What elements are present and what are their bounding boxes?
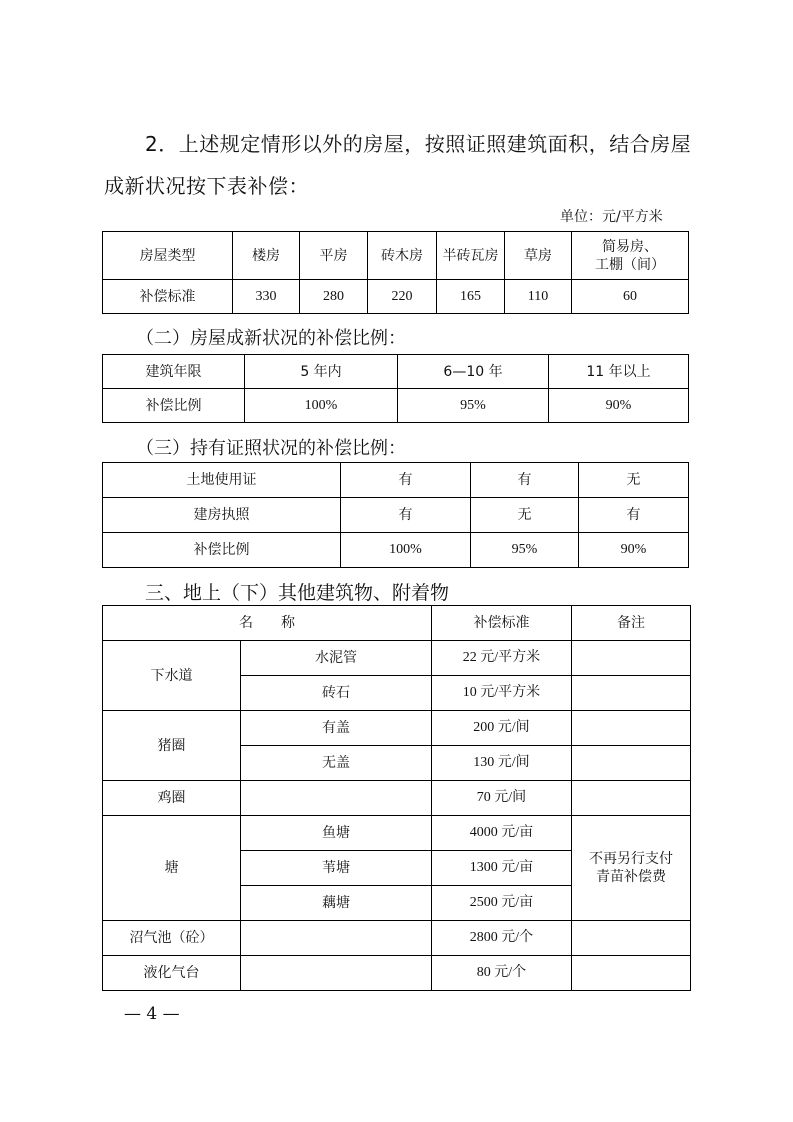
heading-3: 三、地上（下）其他建筑物、附着物 [145, 582, 450, 604]
cell: 95% [471, 533, 579, 568]
item-cement-pipe: 水泥管 [241, 641, 432, 676]
header-half-brick: 半砖瓦房 [437, 232, 505, 280]
item-lotus-pond: 藕塘 [241, 886, 432, 921]
label-land-certificate: 土地使用证 [103, 463, 341, 498]
ratio-within-5: 100% [245, 389, 398, 423]
item-empty [241, 781, 432, 816]
header-simple-house-line2: 工棚（间） [595, 256, 665, 273]
value-brick-wood: 220 [368, 280, 437, 314]
cell: 有 [341, 463, 471, 498]
label-ratio: 补偿比例 [103, 533, 341, 568]
header-standard: 补偿标准 [432, 606, 572, 641]
group-drain: 下水道 [103, 641, 241, 711]
paragraph-line-2: 成新状况按下表补偿： [104, 174, 309, 198]
attachments-table [102, 605, 691, 991]
remark-pond [572, 816, 691, 921]
remark-empty [572, 956, 691, 991]
remark-empty [572, 921, 691, 956]
ratio-6-10: 95% [398, 389, 549, 423]
group-pigpen: 猪圈 [103, 711, 241, 781]
header-within-5: 5 年内 [245, 355, 398, 389]
cell: 无 [579, 463, 689, 498]
standard-lotus-pond: 2500 元/亩 [432, 886, 572, 921]
unit-note: 单位：元/平方米 [560, 209, 663, 225]
standard-cement-pipe: 22 元/平方米 [432, 641, 572, 676]
header-thatch: 草房 [505, 232, 572, 280]
remark-empty [572, 781, 691, 816]
row-label: 补偿比例 [103, 389, 245, 423]
section-2-title: （二）房屋成新状况的补偿比例： [136, 328, 406, 349]
value-building: 330 [233, 280, 300, 314]
cell: 有 [579, 498, 689, 533]
header-simple-house [572, 232, 689, 280]
item-brick: 砖石 [241, 676, 432, 711]
header-house-type: 房屋类型 [103, 232, 233, 280]
page-number: — 4 — [124, 1004, 180, 1024]
standard-uncovered: 130 元/间 [432, 746, 572, 781]
cell: 有 [341, 498, 471, 533]
header-building: 楼房 [233, 232, 300, 280]
item-empty [241, 921, 432, 956]
remark-pond-line2: 青苗补偿费 [596, 869, 666, 885]
remark-pond-line1: 不再另行支付 [589, 851, 673, 867]
standard-reed-pond: 1300 元/亩 [432, 851, 572, 886]
remark-empty [572, 746, 691, 781]
section-3-title: （三）持有证照状况的补偿比例： [136, 438, 406, 459]
standard-lpg: 80 元/个 [432, 956, 572, 991]
item-reed-pond: 苇塘 [241, 851, 432, 886]
cell: 90% [579, 533, 689, 568]
group-lpg: 液化气台 [103, 956, 241, 991]
certificate-table [102, 462, 689, 568]
item-empty [241, 956, 432, 991]
remark-empty [572, 676, 691, 711]
value-bungalow: 280 [300, 280, 368, 314]
value-thatch: 110 [505, 280, 572, 314]
cell: 有 [471, 463, 579, 498]
header-name: 名 称 [103, 606, 432, 641]
standard-biogas: 2800 元/个 [432, 921, 572, 956]
header-bungalow: 平房 [300, 232, 368, 280]
header-simple-house-line1: 简易房、 [602, 238, 658, 255]
label-building-permit: 建房执照 [103, 498, 341, 533]
header-building-age: 建筑年限 [103, 355, 245, 389]
paragraph-line-1: 2．上述规定情形以外的房屋，按照证照建筑面积，结合房屋 [145, 132, 692, 156]
header-6-10: 6—10 年 [398, 355, 549, 389]
remark-empty [572, 711, 691, 746]
header-over-11: 11 年以上 [549, 355, 689, 389]
group-biogas: 沼气池（砼） [103, 921, 241, 956]
row-label: 补偿标准 [103, 280, 233, 314]
group-henhouse: 鸡圈 [103, 781, 241, 816]
standard-brick: 10 元/平方米 [432, 676, 572, 711]
value-half-brick: 165 [437, 280, 505, 314]
cell: 无 [471, 498, 579, 533]
standard-henhouse: 70 元/间 [432, 781, 572, 816]
header-brick-wood: 砖木房 [368, 232, 437, 280]
value-simple-house: 60 [572, 280, 689, 314]
item-fish-pond: 鱼塘 [241, 816, 432, 851]
group-pond: 塘 [103, 816, 241, 921]
ratio-over-11: 90% [549, 389, 689, 423]
house-type-table [102, 231, 689, 314]
remark-empty [572, 641, 691, 676]
header-remarks: 备注 [572, 606, 691, 641]
standard-fish-pond: 4000 元/亩 [432, 816, 572, 851]
building-age-table [102, 354, 689, 423]
item-covered: 有盖 [241, 711, 432, 746]
item-uncovered: 无盖 [241, 746, 432, 781]
cell: 100% [341, 533, 471, 568]
standard-covered: 200 元/间 [432, 711, 572, 746]
